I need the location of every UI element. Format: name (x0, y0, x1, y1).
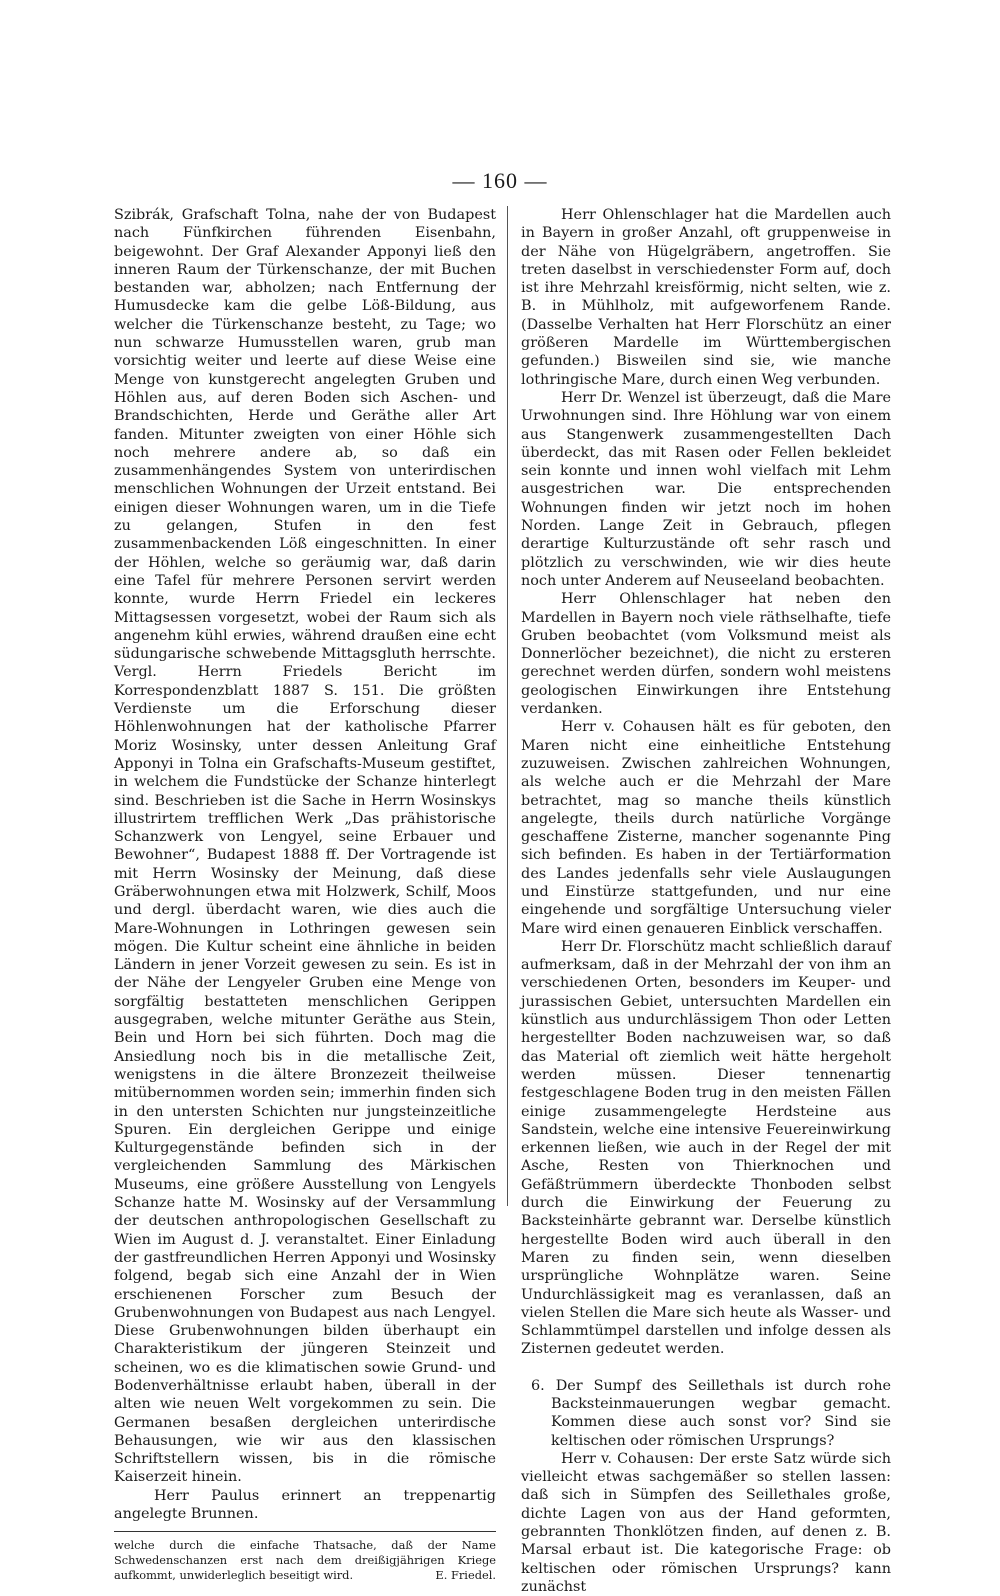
answer-paragraph: Herr v. Cohausen: Der erste Satz würde sich vielleicht etwas sachgemäßer so stellen lassen: daß sich in Sümpfen des Seillethales große, dichte Lagen von aus der Hand geformten, gebrannten Thonklötzen finden, auf denen z. B. Marsal erbaut ist. Die kategorische Frage: ob keltischen oder römischen Ursprungs? kann zunächst (521, 1450, 891, 1595)
left-paragraph-2: Herr Paulus erinnert an treppenartig angelegte Brunnen. (114, 1487, 496, 1523)
right-column (521, 206, 891, 1596)
left-column (114, 206, 496, 1583)
question-6: 6. Der Sumpf des Seillethals ist durch rohe Backsteinmauerungen wegbar gemacht. Kommen diese auch sonst vor? Sind sie keltischen oder römischen Ursprungs? (531, 1377, 891, 1449)
footnote-text: welche durch die einfache Thatsache, daß der Name Schwedenschanzen erst nach dem dreißigjährigen Kriege aufkommt, unwiderleglich beseitigt wird. (114, 1538, 496, 1583)
left-paragraph-1: Szibrák, Grafschaft Tolna, nahe der von Budapest nach Fünfkirchen führenden Eisenbahn, beigewohnt. Der Graf Alexander Apponyi ließ den inneren Raum der Türkenschanze, der mit Buchen bestanden war, abholzen; nach Entfernung der Humusdecke kam die gelbe Löß-Bildung, aus welcher die Türkenschanze besteht, zu Tage; wo nun schwarze Humusstellen waren, grub man vorsichtig weiter und leerte auf diese Weise eine Menge von kunstgerecht angelegten Gruben und Höhlen aus, auf deren Boden sich Aschen- und Brandschichten, Herde und Geräthe aller Art fanden. Mitunter zweigten von einer Höhle sich noch mehrere andere ab, so daß ein zusammenhängendes System von unterirdischen menschlichen Wohnungen der Urzeit entstand. Bei einigen dieser Wohnungen waren, um in die Tiefe zu gelangen, Stufen in den fest zusammenbackenden Löß eingeschnitten. In einer der Höhlen, welche so geräumig war, daß darin eine Tafel für mehrere Personen servirt werden konnte, wurde Herrn Friedel ein leckeres Mittagsessen vorgesetzt, wobei der Raum sich als angenehm kühl erwies, während draußen eine echt südungarische schwebende Mittagsgluth herrschte. Vergl. Herrn Friedels Bericht im Korrespondenzblatt 1887 S. 151. Die größten Verdienste um die Erforschung dieser Höhlenwohnungen hat der katholische Pfarrer Moriz Wosinsky, unter dessen Anleitung Graf Apponyi in Tolna ein Grafschafts-Museum gestiftet, in welchem die Fundstücke der Schanze hinterlegt sind. Beschrieben ist die Sache in Herrn Wosinskys illustrirtem trefflichen Werk „Das prähistorische Schanzwerk von Lengyel, seine Erbauer und Bewohner“, Budapest 1888 ff. Der Vortragende ist mit Herrn Wosinsky der Meinung, daß diese Gräberwohnungen etwa mit Holzwerk, Schilf, Moos und dergl. überdacht waren, wie dies auch die Mare-Wohnungen in Lothringen gewesen sein mögen. Die Kultur scheint eine ähnliche in beiden Ländern in jener Vorzeit gewesen zu sein. Es ist in der Nähe der Lengyeler Gruben eine Menge von sorgfältig bestatteten menschlichen Gerippen ausgegraben, welche mitunter Geräthe aus Stein, Bein und Horn bei sich führten. Doch mag die Ansiedlung noch bis in die metallische Zeit, wenigstens in die ältere Bronzezeit theilweise mitübernommen worden sein; immerhin finden sich in den untersten Schichten nur jungsteinzeitliche Spuren. Ein dergleichen Gerippe und einige Kulturgegenstände befinden sich in der vergleichenden Sammlung des Märkischen Museums, eine größere Ausstellung von Lengyels Schanze hatte M. Wosinsky auf der Versammlung der deutschen anthropologischen Gesellschaft zu Wien im August d. J. veranstaltet. Einer Einladung der gastfreundlichen Herren Apponyi und Wosinsky folgend, begab sich eine Anzahl der in Wien erschienenen Forscher zum Besuch der Grubenwohnungen von Budapest aus nach Lengyel. Diese Grubenwohnungen bilden überhaupt ein Charakteristikum der jüngeren Steinzeit und scheinen, wo es die klimatischen sowie Grund- und Bodenverhältnisse erlaubt haben, überall in der alten wie neuen Welt vorgekommen zu sein. Die Germanen besaßen dergleichen unterirdische Behausungen, wie wir aus den klassischen Schriftstellern wissen, bis in die römische Kaiserzeit hinein. (114, 207, 496, 1486)
page-number: — 160 — (452, 168, 548, 193)
footnote-divider (114, 1531, 496, 1532)
footnote (114, 1538, 496, 1583)
column-divider (507, 206, 508, 1206)
footnote-signature: E. Friedel. (435, 1568, 496, 1583)
right-paragraph-2: Herr Dr. Wenzel ist überzeugt, daß die Mare Urwohnungen sind. Ihre Höhlung war von einem aus Stangenwerk zusammengestellten Dach überdeckt, das mit Rasen oder Fellen bekleidet sein konnte und innen wohl vielfach mit Lehm ausgestrichen war. Die entsprechenden Wohnungen finden wir jetzt noch im hohen Norden. Lange Zeit in Gebrauch, pflegen derartige Kulturzustände oft sehr rasch und plötzlich zu verschwinden, wie wir dies heute noch unter Anderem auf Neuseeland beobachten. (521, 389, 891, 589)
right-paragraph-5: Herr Dr. Florschütz macht schließlich darauf aufmerksam, daß in der Mehrzahl der von ihm an verschiedenen Orten, besonders im Keuper- und jurassischen Gebiet, untersuchten Mardellen ein künstlich aus undurchlässigem Thon oder Letten hergestellter Boden nachzuweisen war, so daß das Material oft ziemlich weit hätte hergeholt werden müssen. Dieser tennenartig festgeschlagene Boden trug in den meisten Fällen einige zusammengelegte Herdsteine aus Sandstein, welche eine intensive Feuereinwirkung erkennen ließen, wie auch in der Regel der mit Asche, Resten von Thierknochen und Gefäßtrümmern überdeckte Thonboden selbst durch die Einwirkung der Feuerung zu Backsteinhärte gebrannt war. Derselbe künstlich hergestellte Boden wird auch überall in den Maren zu finden sein, wenn dieselben ursprüngliche Wohnplätze waren. Seine Undurchlässigkeit mag es veranlassen, daß an vielen Stellen die Mare sich heute als Wasser- und Schlammtümpel darstellen und infolge dessen als Zisternen gedeutet werden. (521, 938, 891, 1358)
right-paragraph-1: Herr Ohlenschlager hat die Mardellen auch in Bayern in großer Anzahl, oft gruppenweise in der Nähe von Hügelgräbern, angetroffen. Sie treten daselbst in verschiedenster Form auf, doch ist ihre Mehrzahl kreisförmig, nicht selten, wie z. B. in Mühlholz, mit aufgeworfenem Rande. (Dasselbe Verhalten hat Herr Florschütz an einer größeren Mardelle im Württembergischen gefunden.) Bisweilen sind sie, wie manche lothringische Mare, durch einen Weg verbunden. (521, 207, 891, 388)
right-paragraph-3: Herr Ohlenschlager hat neben den Mardellen in Bayern noch viele räthselhafte, tiefe Gruben beobachtet (vom Volksmund meist als Donnerlöcher bezeichnet), die nicht zu ersteren gerechnet werden dürfen, sondern wohl meistens geologischen Einwirkungen ihre Entstehung verdanken. (521, 591, 891, 718)
right-paragraph-4: Herr v. Cohausen hält es für geboten, den Maren nicht eine einheitliche Entstehung zuzuweisen. Zwischen zahlreichen Wohnungen, als welche auch er die Mehrzahl der Mare betrachtet, mag so manche theils künstlich angelegte, theils durch natürliche Vorgänge geschaffene Zisterne, mancher sogenannte Ping sich befinden. Es haben in der Tertiärformation des Landes jedenfalls sehr viele Auslaugungen und Einstürze stattgefunden, und nur eine eingehende und sorgfältige Untersuchung vieler Mare wird einen genaueren Einblick verschaffen. (521, 719, 891, 937)
